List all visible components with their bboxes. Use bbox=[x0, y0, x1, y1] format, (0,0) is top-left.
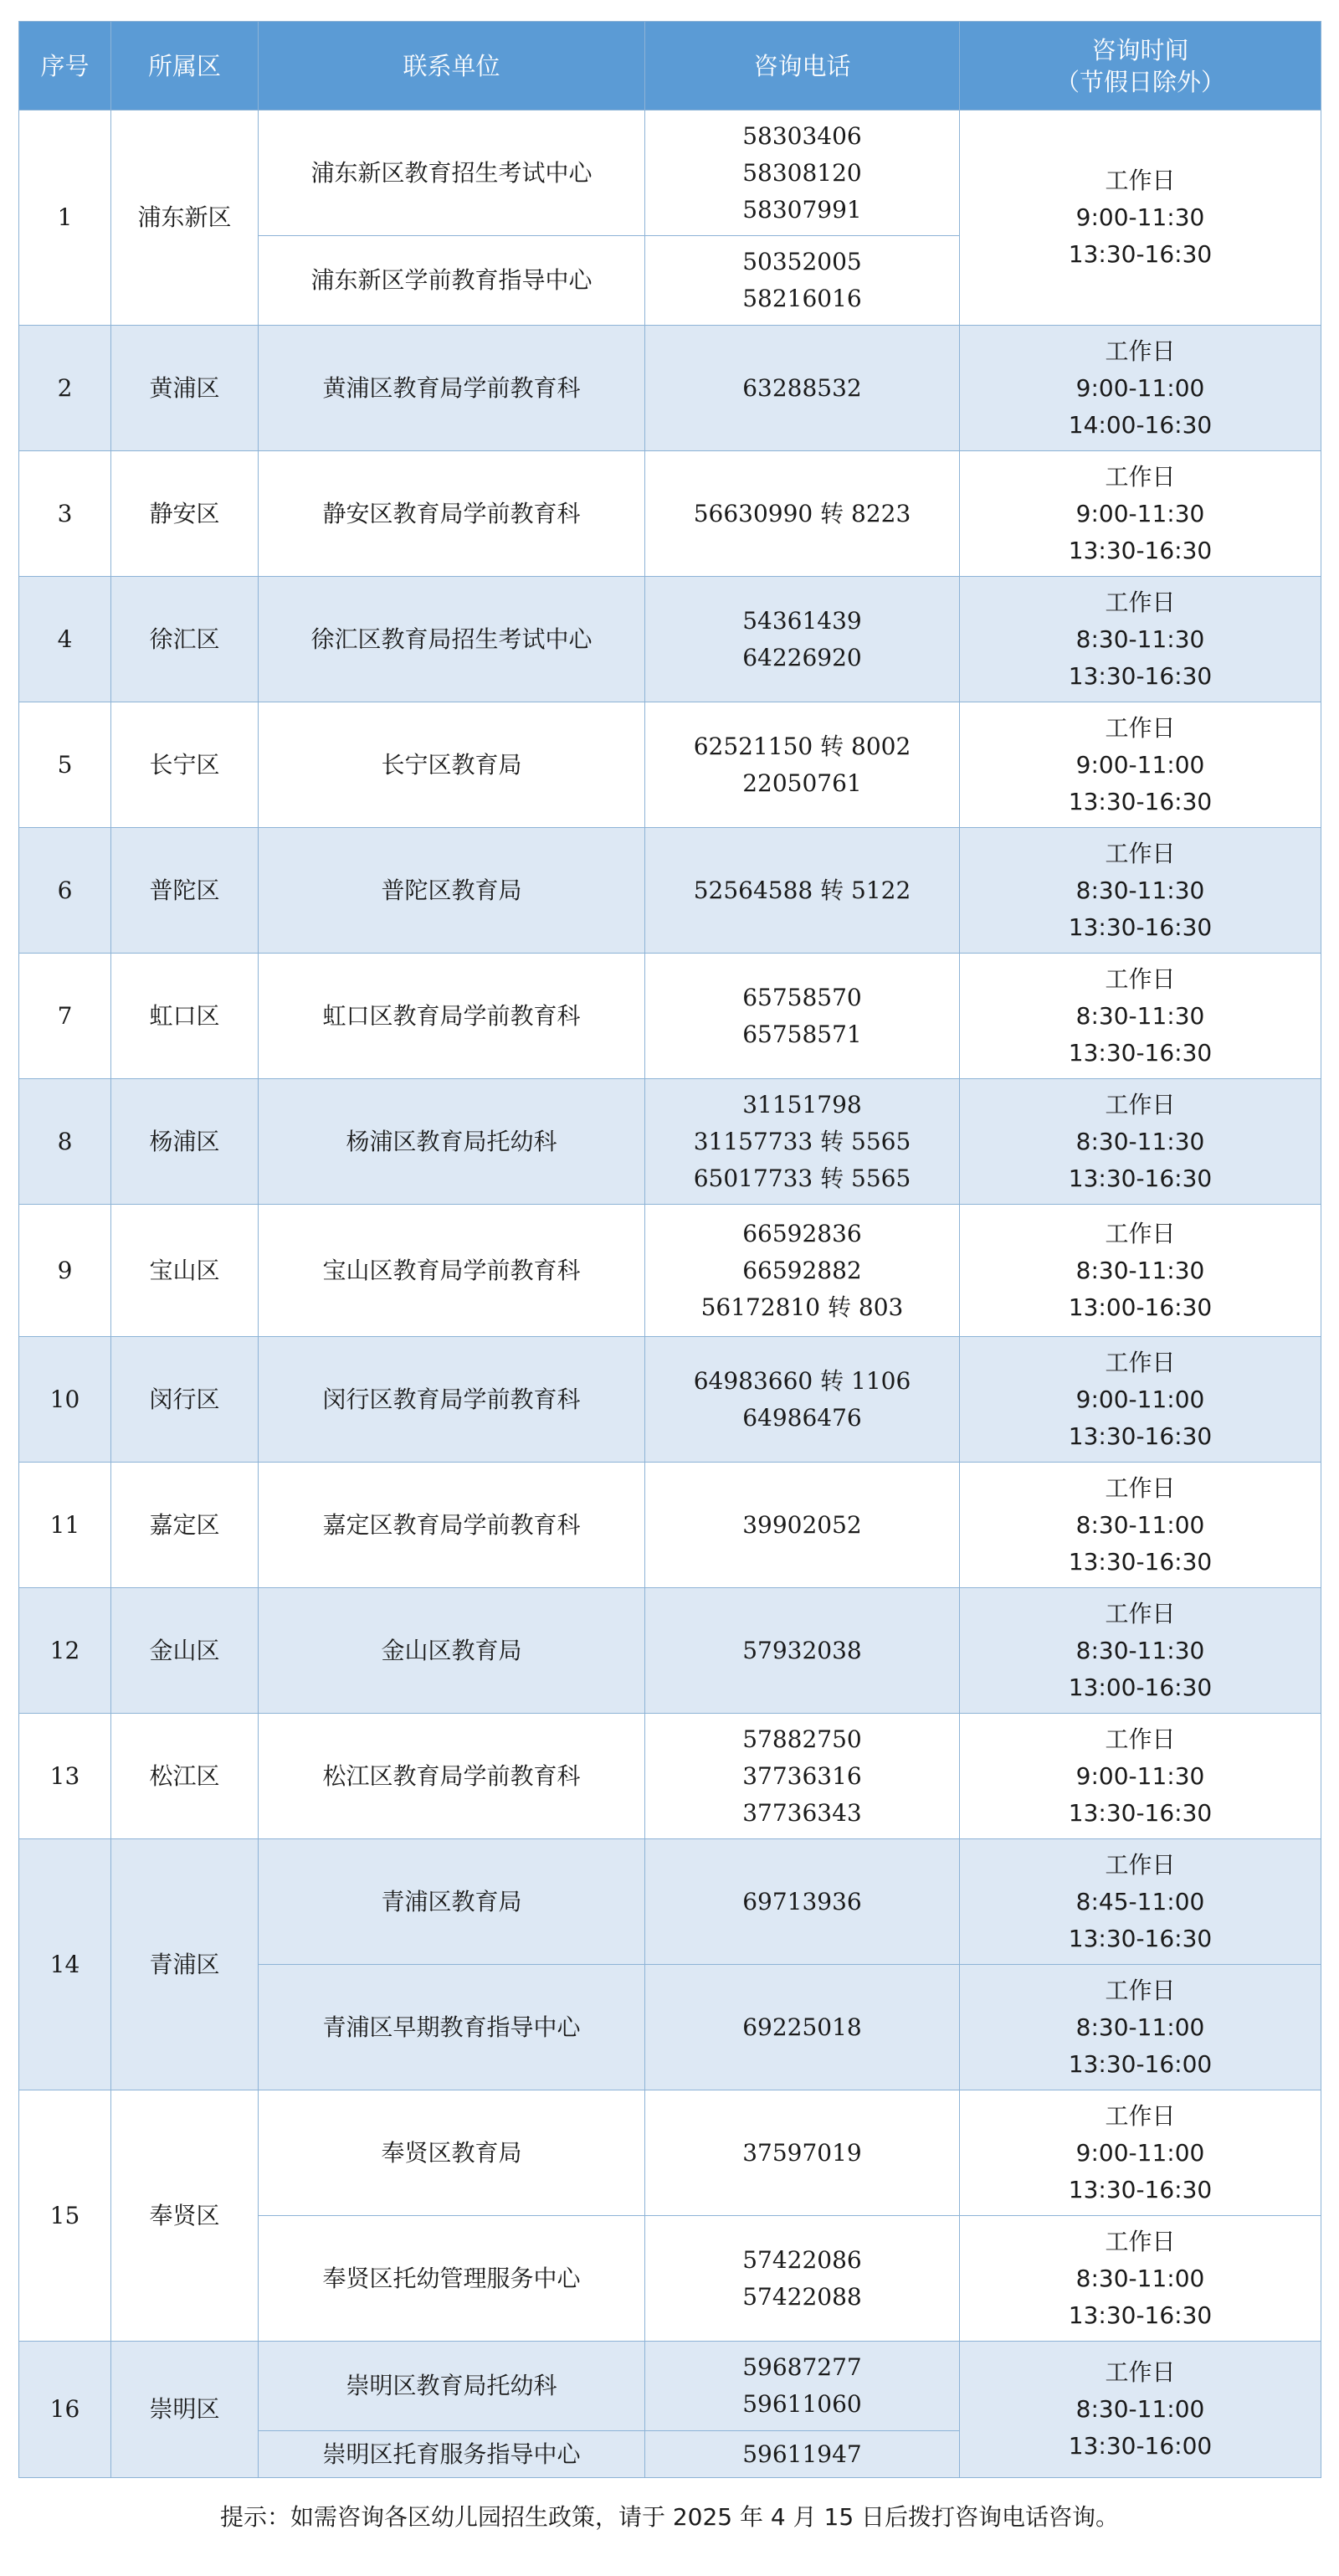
time-line: 13:30-16:30 bbox=[1068, 1547, 1213, 1576]
phone-line: 64226920 bbox=[742, 643, 862, 671]
time-line: 13:00-16:30 bbox=[1068, 1673, 1213, 1701]
district-cell: 杨浦区 bbox=[111, 1079, 259, 1205]
unit-cell: 松江区教育局学前教育科 bbox=[259, 1714, 645, 1839]
table-row bbox=[19, 451, 1321, 577]
time-line: 工作日 bbox=[1105, 713, 1176, 742]
phone-cell bbox=[645, 1463, 960, 1588]
table-row bbox=[19, 577, 1321, 702]
time-line: 工作日 bbox=[1105, 2101, 1176, 2130]
district-cell: 崇明区 bbox=[111, 2342, 259, 2478]
phone-line: 65758571 bbox=[742, 1020, 862, 1048]
time-cell bbox=[960, 1337, 1321, 1463]
time-line: 工作日 bbox=[1105, 1599, 1176, 1627]
district-cell: 青浦区 bbox=[111, 1839, 259, 2090]
seq-cell: 1 bbox=[19, 111, 111, 326]
time-line: 13:30-16:30 bbox=[1068, 2301, 1213, 2329]
time-cell bbox=[960, 702, 1321, 828]
phone-line: 65758570 bbox=[742, 983, 862, 1011]
phone-line: 22050761 bbox=[742, 769, 862, 797]
seq-cell: 2 bbox=[19, 326, 111, 451]
phone-cell bbox=[645, 1839, 960, 1965]
time-cell bbox=[960, 1714, 1321, 1839]
time-cell bbox=[960, 577, 1321, 702]
phone-line: 56172810 转 803 bbox=[700, 1293, 904, 1321]
time-cell bbox=[960, 1965, 1321, 2090]
phone-cell bbox=[645, 828, 960, 954]
time-line: 8:30-11:30 bbox=[1075, 1256, 1205, 1284]
contact-table bbox=[18, 21, 1321, 2478]
time-line: 8:30-11:30 bbox=[1075, 1127, 1205, 1155]
time-cell bbox=[960, 2342, 1321, 2478]
phone-line: 37736343 bbox=[742, 1798, 862, 1827]
time-line: 工作日 bbox=[1105, 1219, 1176, 1247]
time-line: 8:30-11:30 bbox=[1075, 1001, 1205, 1030]
header-phone: 咨询电话 bbox=[645, 22, 960, 111]
phone-cell bbox=[645, 111, 960, 236]
unit-cell: 崇明区教育局托幼科 bbox=[259, 2342, 645, 2431]
phone-cell bbox=[645, 702, 960, 828]
time-line: 工作日 bbox=[1105, 1725, 1176, 1753]
phone-cell bbox=[645, 451, 960, 577]
phone-cell bbox=[645, 577, 960, 702]
unit-cell: 青浦区教育局 bbox=[259, 1839, 645, 1965]
time-line: 13:30-16:00 bbox=[1068, 2432, 1213, 2460]
table-body bbox=[19, 111, 1321, 2478]
unit-cell: 杨浦区教育局托幼科 bbox=[259, 1079, 645, 1205]
time-line: 工作日 bbox=[1105, 1348, 1176, 1376]
time-line: 工作日 bbox=[1105, 839, 1176, 867]
unit-cell: 嘉定区教育局学前教育科 bbox=[259, 1463, 645, 1588]
phone-line: 58307991 bbox=[742, 195, 862, 224]
time-line: 8:30-11:00 bbox=[1075, 2264, 1205, 2292]
phone-cell bbox=[645, 236, 960, 326]
time-cell bbox=[960, 954, 1321, 1079]
time-line: 工作日 bbox=[1105, 337, 1176, 365]
seq-cell: 9 bbox=[19, 1205, 111, 1337]
time-line: 9:00-11:00 bbox=[1075, 750, 1205, 779]
district-cell: 松江区 bbox=[111, 1714, 259, 1839]
time-line: 8:45-11:00 bbox=[1075, 1887, 1205, 1915]
time-cell bbox=[960, 111, 1321, 326]
header-time-sub: （节假日除外） bbox=[1054, 67, 1225, 96]
district-cell: 长宁区 bbox=[111, 702, 259, 828]
phone-line: 58308120 bbox=[742, 158, 862, 187]
phone-line: 57422088 bbox=[742, 2282, 862, 2311]
header-seq: 序号 bbox=[19, 22, 111, 111]
time-line: 13:30-16:30 bbox=[1068, 240, 1213, 268]
table-row bbox=[19, 1337, 1321, 1463]
table-row bbox=[19, 1079, 1321, 1205]
district-cell: 金山区 bbox=[111, 1588, 259, 1714]
time-cell bbox=[960, 326, 1321, 451]
phone-cell bbox=[645, 1079, 960, 1205]
unit-cell: 静安区教育局学前教育科 bbox=[259, 451, 645, 577]
table-row bbox=[19, 954, 1321, 1079]
phone-line: 56630990 转 8223 bbox=[693, 499, 911, 527]
district-cell: 徐汇区 bbox=[111, 577, 259, 702]
phone-line: 39902052 bbox=[742, 1510, 862, 1539]
header-district: 所属区 bbox=[111, 22, 259, 111]
unit-cell: 浦东新区教育招生考试中心 bbox=[259, 111, 645, 236]
time-line: 8:30-11:00 bbox=[1075, 2013, 1205, 2041]
table-row bbox=[19, 2090, 1321, 2216]
district-cell: 浦东新区 bbox=[111, 111, 259, 326]
time-line: 工作日 bbox=[1105, 964, 1176, 993]
district-cell: 普陀区 bbox=[111, 828, 259, 954]
unit-cell: 徐汇区教育局招生考试中心 bbox=[259, 577, 645, 702]
phone-line: 57932038 bbox=[742, 1636, 862, 1664]
phone-line: 31151798 bbox=[742, 1090, 862, 1118]
district-cell: 宝山区 bbox=[111, 1205, 259, 1337]
phone-cell bbox=[645, 1337, 960, 1463]
unit-cell: 黄浦区教育局学前教育科 bbox=[259, 326, 645, 451]
time-line: 13:30-16:30 bbox=[1068, 913, 1213, 941]
header-time-title: 咨询时间 bbox=[1091, 35, 1189, 64]
phone-line: 64986476 bbox=[742, 1403, 862, 1432]
time-cell bbox=[960, 1463, 1321, 1588]
phone-line: 58303406 bbox=[742, 121, 862, 150]
time-line: 工作日 bbox=[1105, 1090, 1176, 1118]
time-line: 13:30-16:30 bbox=[1068, 1422, 1213, 1450]
time-cell bbox=[960, 828, 1321, 954]
time-line: 8:30-11:30 bbox=[1075, 876, 1205, 904]
phone-cell bbox=[645, 2216, 960, 2342]
seq-cell: 5 bbox=[19, 702, 111, 828]
phone-cell bbox=[645, 1588, 960, 1714]
phone-line: 31157733 转 5565 bbox=[693, 1127, 911, 1155]
unit-cell: 奉贤区托幼管理服务中心 bbox=[259, 2216, 645, 2342]
time-line: 8:30-11:30 bbox=[1075, 1636, 1205, 1664]
time-cell bbox=[960, 2216, 1321, 2342]
table-row bbox=[19, 1463, 1321, 1588]
seq-cell: 14 bbox=[19, 1839, 111, 2090]
phone-line: 57882750 bbox=[742, 1725, 862, 1753]
time-line: 14:00-16:30 bbox=[1068, 410, 1213, 439]
seq-cell: 15 bbox=[19, 2090, 111, 2342]
phone-line: 69225018 bbox=[742, 2013, 862, 2041]
phone-line: 58216016 bbox=[742, 285, 862, 312]
phone-line: 37597019 bbox=[742, 2138, 862, 2167]
phone-cell bbox=[645, 2090, 960, 2216]
phone-cell bbox=[645, 2431, 960, 2478]
phone-line: 57422086 bbox=[742, 2245, 862, 2274]
unit-cell: 普陀区教育局 bbox=[259, 828, 645, 954]
phone-cell bbox=[645, 1205, 960, 1337]
table-row bbox=[19, 702, 1321, 828]
time-line: 工作日 bbox=[1105, 1473, 1176, 1502]
table-row bbox=[19, 1714, 1321, 1839]
seq-cell: 8 bbox=[19, 1079, 111, 1205]
seq-cell: 10 bbox=[19, 1337, 111, 1463]
table-row bbox=[19, 1588, 1321, 1714]
phone-line: 59611947 bbox=[742, 2440, 862, 2468]
time-line: 工作日 bbox=[1105, 2227, 1176, 2255]
time-line: 13:30-16:30 bbox=[1068, 1038, 1213, 1067]
seq-cell: 7 bbox=[19, 954, 111, 1079]
unit-cell: 宝山区教育局学前教育科 bbox=[259, 1205, 645, 1337]
phone-line: 37736316 bbox=[742, 1761, 862, 1790]
unit-cell: 金山区教育局 bbox=[259, 1588, 645, 1714]
seq-cell: 6 bbox=[19, 828, 111, 954]
table-row bbox=[19, 326, 1321, 451]
time-line: 9:00-11:00 bbox=[1075, 373, 1205, 402]
time-line: 13:00-16:30 bbox=[1068, 1293, 1213, 1321]
district-cell: 静安区 bbox=[111, 451, 259, 577]
table-header-row bbox=[19, 22, 1321, 111]
time-line: 8:30-11:00 bbox=[1075, 1510, 1205, 1539]
phone-cell bbox=[645, 2342, 960, 2431]
seq-cell: 12 bbox=[19, 1588, 111, 1714]
time-line: 13:30-16:00 bbox=[1068, 2049, 1213, 2078]
district-cell: 奉贤区 bbox=[111, 2090, 259, 2342]
phone-cell bbox=[645, 326, 960, 451]
time-line: 13:30-16:30 bbox=[1068, 2175, 1213, 2203]
time-line: 工作日 bbox=[1105, 2358, 1176, 2386]
table-row bbox=[19, 1839, 1321, 1965]
time-line: 工作日 bbox=[1105, 462, 1176, 491]
table-row bbox=[19, 2342, 1321, 2431]
time-line: 8:30-11:00 bbox=[1075, 2395, 1205, 2423]
time-line: 13:30-16:30 bbox=[1068, 536, 1213, 564]
unit-cell: 闵行区教育局学前教育科 bbox=[259, 1337, 645, 1463]
seq-cell: 13 bbox=[19, 1714, 111, 1839]
phone-line: 59611060 bbox=[742, 2390, 862, 2418]
time-line: 9:00-11:00 bbox=[1075, 2138, 1205, 2167]
time-line: 13:30-16:30 bbox=[1068, 1164, 1213, 1192]
district-cell: 黄浦区 bbox=[111, 326, 259, 451]
phone-line: 50352005 bbox=[742, 248, 862, 275]
unit-cell: 奉贤区教育局 bbox=[259, 2090, 645, 2216]
phone-line: 59687277 bbox=[742, 2353, 862, 2381]
unit-cell: 崇明区托育服务指导中心 bbox=[259, 2431, 645, 2478]
phone-line: 62521150 转 8002 bbox=[693, 732, 911, 760]
time-cell bbox=[960, 1079, 1321, 1205]
seq-cell: 4 bbox=[19, 577, 111, 702]
time-line: 9:00-11:30 bbox=[1075, 499, 1205, 527]
time-cell bbox=[960, 1205, 1321, 1337]
phone-line: 54361439 bbox=[742, 606, 862, 635]
time-line: 8:30-11:30 bbox=[1075, 625, 1205, 653]
time-line: 工作日 bbox=[1105, 1976, 1176, 2004]
phone-cell bbox=[645, 1714, 960, 1839]
unit-cell: 浦东新区学前教育指导中心 bbox=[259, 236, 645, 326]
seq-cell: 16 bbox=[19, 2342, 111, 2478]
district-cell: 虹口区 bbox=[111, 954, 259, 1079]
phone-line: 69713936 bbox=[742, 1887, 862, 1915]
header-unit: 联系单位 bbox=[259, 22, 645, 111]
table-row bbox=[19, 111, 1321, 236]
time-line: 13:30-16:30 bbox=[1068, 787, 1213, 815]
time-line: 工作日 bbox=[1105, 588, 1176, 616]
district-cell: 嘉定区 bbox=[111, 1463, 259, 1588]
seq-cell: 3 bbox=[19, 451, 111, 577]
time-cell bbox=[960, 1588, 1321, 1714]
table-row bbox=[19, 828, 1321, 954]
district-cell: 闵行区 bbox=[111, 1337, 259, 1463]
time-cell bbox=[960, 1839, 1321, 1965]
unit-cell: 虹口区教育局学前教育科 bbox=[259, 954, 645, 1079]
table-row bbox=[19, 1205, 1321, 1337]
time-line: 13:30-16:30 bbox=[1068, 1798, 1213, 1827]
phone-line: 66592836 bbox=[742, 1219, 862, 1247]
time-line: 13:30-16:30 bbox=[1068, 661, 1213, 690]
phone-cell bbox=[645, 954, 960, 1079]
time-line: 9:00-11:30 bbox=[1075, 1761, 1205, 1790]
header-time bbox=[960, 22, 1321, 111]
phone-line: 52564588 转 5122 bbox=[693, 876, 911, 904]
footer-note: 提示：如需咨询各区幼儿园招生政策，请于 2025 年 4 月 15 日后拨打咨询电话咨询。 bbox=[219, 2503, 1120, 2531]
time-cell bbox=[960, 2090, 1321, 2216]
time-line: 9:00-11:00 bbox=[1075, 1385, 1205, 1413]
time-line: 9:00-11:30 bbox=[1075, 203, 1205, 231]
time-line: 工作日 bbox=[1105, 1850, 1176, 1879]
time-cell bbox=[960, 451, 1321, 577]
time-line: 工作日 bbox=[1105, 167, 1176, 194]
unit-cell: 青浦区早期教育指导中心 bbox=[259, 1965, 645, 2090]
contact-table-wrapper bbox=[18, 21, 1321, 2478]
time-line: 13:30-16:30 bbox=[1068, 1924, 1213, 1952]
phone-line: 66592882 bbox=[742, 1256, 862, 1284]
phone-cell bbox=[645, 1965, 960, 2090]
seq-cell: 11 bbox=[19, 1463, 111, 1588]
phone-line: 64983660 转 1106 bbox=[693, 1366, 911, 1395]
phone-line: 63288532 bbox=[742, 373, 862, 402]
phone-line: 65017733 转 5565 bbox=[693, 1164, 911, 1192]
unit-cell: 长宁区教育局 bbox=[259, 702, 645, 828]
